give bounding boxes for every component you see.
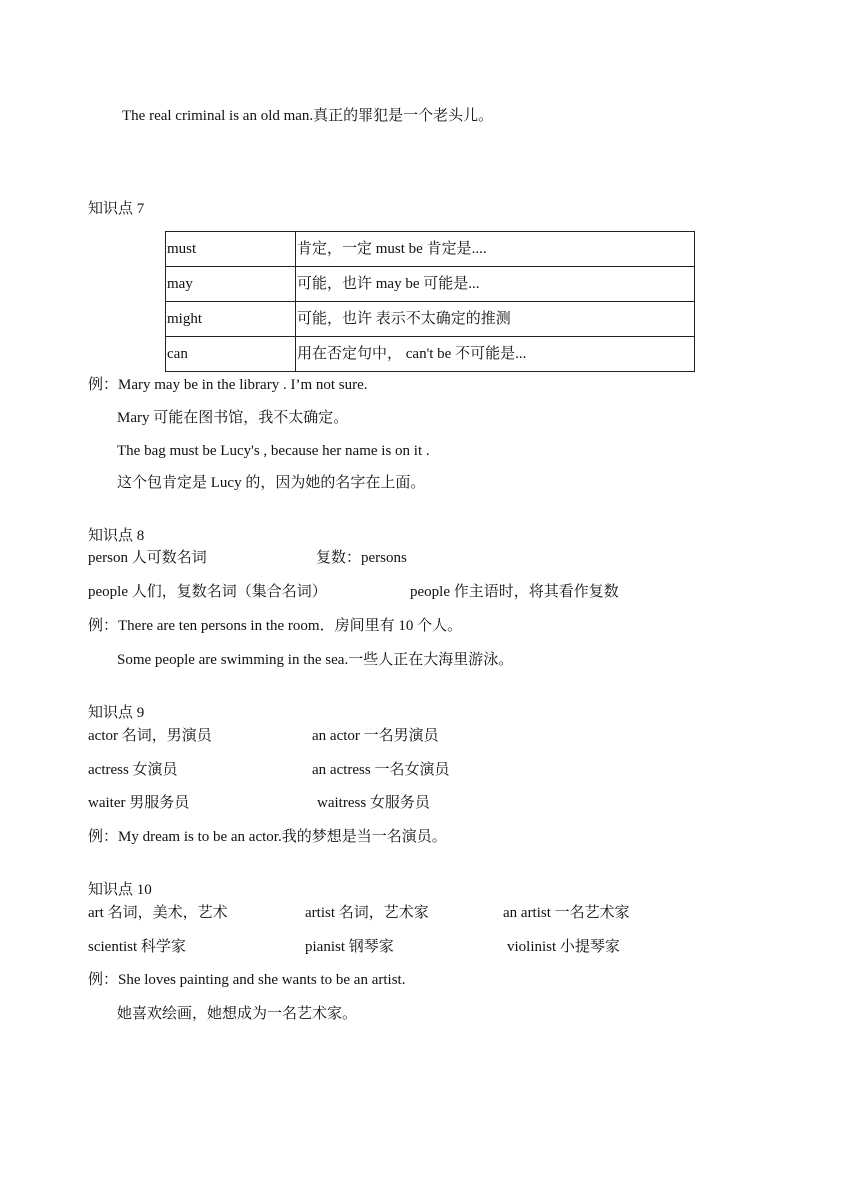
table-cell-word: must xyxy=(166,232,296,267)
kp10-row2-col1: scientist 科学家 xyxy=(88,939,186,955)
table-cell-meaning: 用在否定句中， can't be 不可能是... xyxy=(296,337,695,372)
table-cell-meaning: 肯定，一定 must be 肯定是.... xyxy=(296,232,695,267)
kp8-person-word: person 人可数名词 xyxy=(88,550,207,566)
kp7-example-1: 例：Mary may be in the library . I’m not sure. xyxy=(88,377,368,393)
kp10-row2-col2: pianist 钢琴家 xyxy=(305,939,394,955)
table-cell-meaning: 可能，也许 may be 可能是... xyxy=(296,267,695,302)
table-cell-word: can xyxy=(166,337,296,372)
intro-sentence: The real criminal is an old man.真正的罪犯是一个老头儿。 xyxy=(122,108,494,124)
kp8-people-note: people 作主语时，将其看作复数 xyxy=(410,584,619,600)
table-row xyxy=(166,337,695,372)
kp10-example-translation: 她喜欢绘画，她想成为一名艺术家。 xyxy=(117,1006,358,1022)
kp8-people-word: people 人们，复数名词（集合名词） xyxy=(88,584,327,600)
kp8-person-plural: 复数：persons xyxy=(316,550,407,566)
table-row xyxy=(166,267,695,302)
table-cell-word: may xyxy=(166,267,296,302)
kp10-row2-col3: violinist 小提琴家 xyxy=(507,939,620,955)
kp10-example: 例：She loves painting and she wants to be an artist. xyxy=(88,972,406,988)
table-cell-meaning: 可能，也许 表示不太确定的推测 xyxy=(296,302,695,337)
kp9-row-left: actor 名词，男演员 xyxy=(88,728,212,744)
kp9-row-right: an actress 一名女演员 xyxy=(312,762,450,778)
modal-verbs-table xyxy=(165,231,695,372)
kp8-example-2: Some people are swimming in the sea.一些人正在大海里游泳。 xyxy=(117,652,514,668)
kp10-row1-col3: an artist 一名艺术家 xyxy=(503,905,630,921)
table-cell-word: might xyxy=(166,302,296,337)
kp9-row-left: actress 女演员 xyxy=(88,762,178,778)
table-row xyxy=(166,232,695,267)
table-row xyxy=(166,302,695,337)
kp7-heading: 知识点 7 xyxy=(88,201,145,217)
kp7-example-1-translation: Mary 可能在图书馆，我不太确定。 xyxy=(117,410,349,426)
kp10-row1-col1: art 名词，美术，艺术 xyxy=(88,905,228,921)
kp9-row-right: waitress 女服务员 xyxy=(317,795,430,811)
kp10-row1-col2: artist 名词，艺术家 xyxy=(305,905,429,921)
kp8-heading: 知识点 8 xyxy=(88,528,145,544)
kp9-heading: 知识点 9 xyxy=(88,705,145,721)
kp7-example-2-translation: 这个包肯定是 Lucy 的，因为她的名字在上面。 xyxy=(117,475,426,491)
kp7-example-2: The bag must be Lucy's , because her name is on it . xyxy=(117,443,430,459)
kp9-example: 例：My dream is to be an actor.我的梦想是当一名演员。 xyxy=(88,829,447,845)
kp9-row-left: waiter 男服务员 xyxy=(88,795,190,811)
kp8-example-1: 例：There are ten persons in the room．房间里有 10 个人。 xyxy=(88,618,463,634)
kp10-heading: 知识点 10 xyxy=(88,882,152,898)
kp9-row-right: an actor 一名男演员 xyxy=(312,728,439,744)
